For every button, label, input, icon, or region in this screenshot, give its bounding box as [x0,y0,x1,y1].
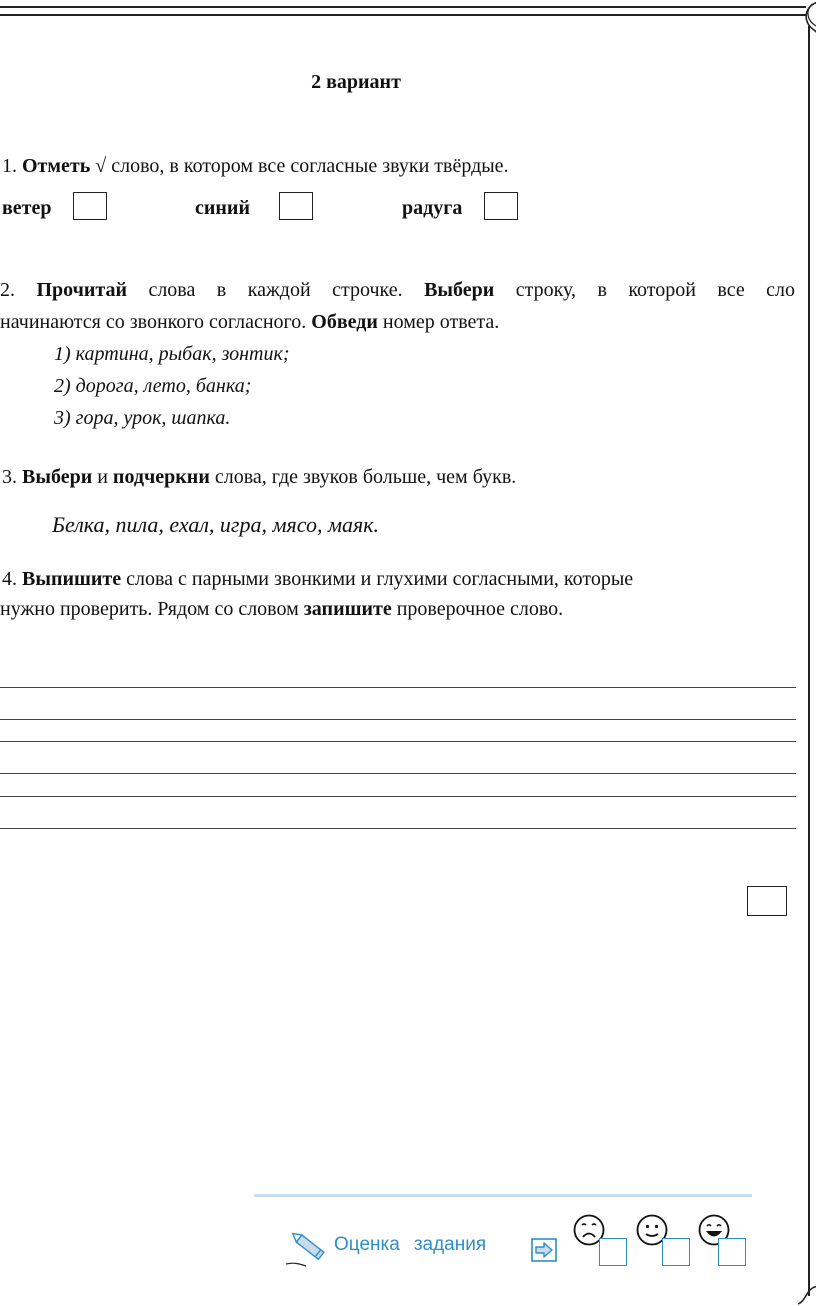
task2-option-1[interactable]: 1) картина, рыбак, зонтик; [54,343,290,365]
task1-word-veter: ветер [2,197,52,219]
task1-instruction: 1. Отметь √ слово, в котором все согласные звуки твёрдые. [2,155,509,177]
frame-top-line-inner [0,14,806,16]
pencil-icon [284,1228,330,1270]
task2-option-2[interactable]: 2) дорога, лето, банка; [54,375,252,397]
task1-verb: Отметь [22,155,91,177]
task1-word-raduga: радуга [402,197,463,219]
rating-box-happy[interactable] [718,1238,746,1266]
arrow-right-icon [531,1238,557,1262]
checkbox-siniy[interactable] [279,192,313,220]
page-curl-top-icon [798,0,816,40]
score-box[interactable] [747,886,787,916]
answer-line-1[interactable] [0,687,796,688]
task1-word-siniy: синий [195,197,250,219]
rating-band [254,1194,752,1197]
variant-title: 2 вариант [311,71,401,93]
answer-line-4[interactable] [0,773,796,774]
checkbox-raduga[interactable] [484,192,518,220]
answer-line-3[interactable] [0,741,796,742]
answer-line-5[interactable] [0,796,796,797]
answer-line-6[interactable] [0,828,796,829]
rating-box-sad[interactable] [599,1238,627,1266]
rating-label: Оценка задания [334,1234,487,1255]
frame-top-line [0,6,806,8]
task2-option-3[interactable]: 3) гора, урок, шапка. [54,407,231,429]
task3-instruction: 3. Выбери и подчеркни слова, где звуков больше, чем букв. [2,466,517,488]
task2-instruction-line1: 2. Прочитай слова в каждой строчке. Выбери строку, в которой все сло [0,279,796,301]
checkbox-veter[interactable] [73,192,107,220]
frame-right-line [808,26,810,1296]
task3-word-list: Белка, пила, ехал, игра, мясо, маяк. [52,512,380,537]
answer-line-2[interactable] [0,719,796,720]
task4-instruction-line2: нужно проверить. Рядом со словом запишите проверочное слово. [0,598,564,620]
task4-instruction-line1: 4. Выпишите слова с парными звонкими и глухими согласными, которые [2,568,634,590]
page-curl-bottom-icon [796,1284,816,1306]
rating-box-neutral[interactable] [662,1238,690,1266]
task2-instruction-line2: начинаются со звонкого согласного. Обведи номер ответа. [0,311,500,333]
